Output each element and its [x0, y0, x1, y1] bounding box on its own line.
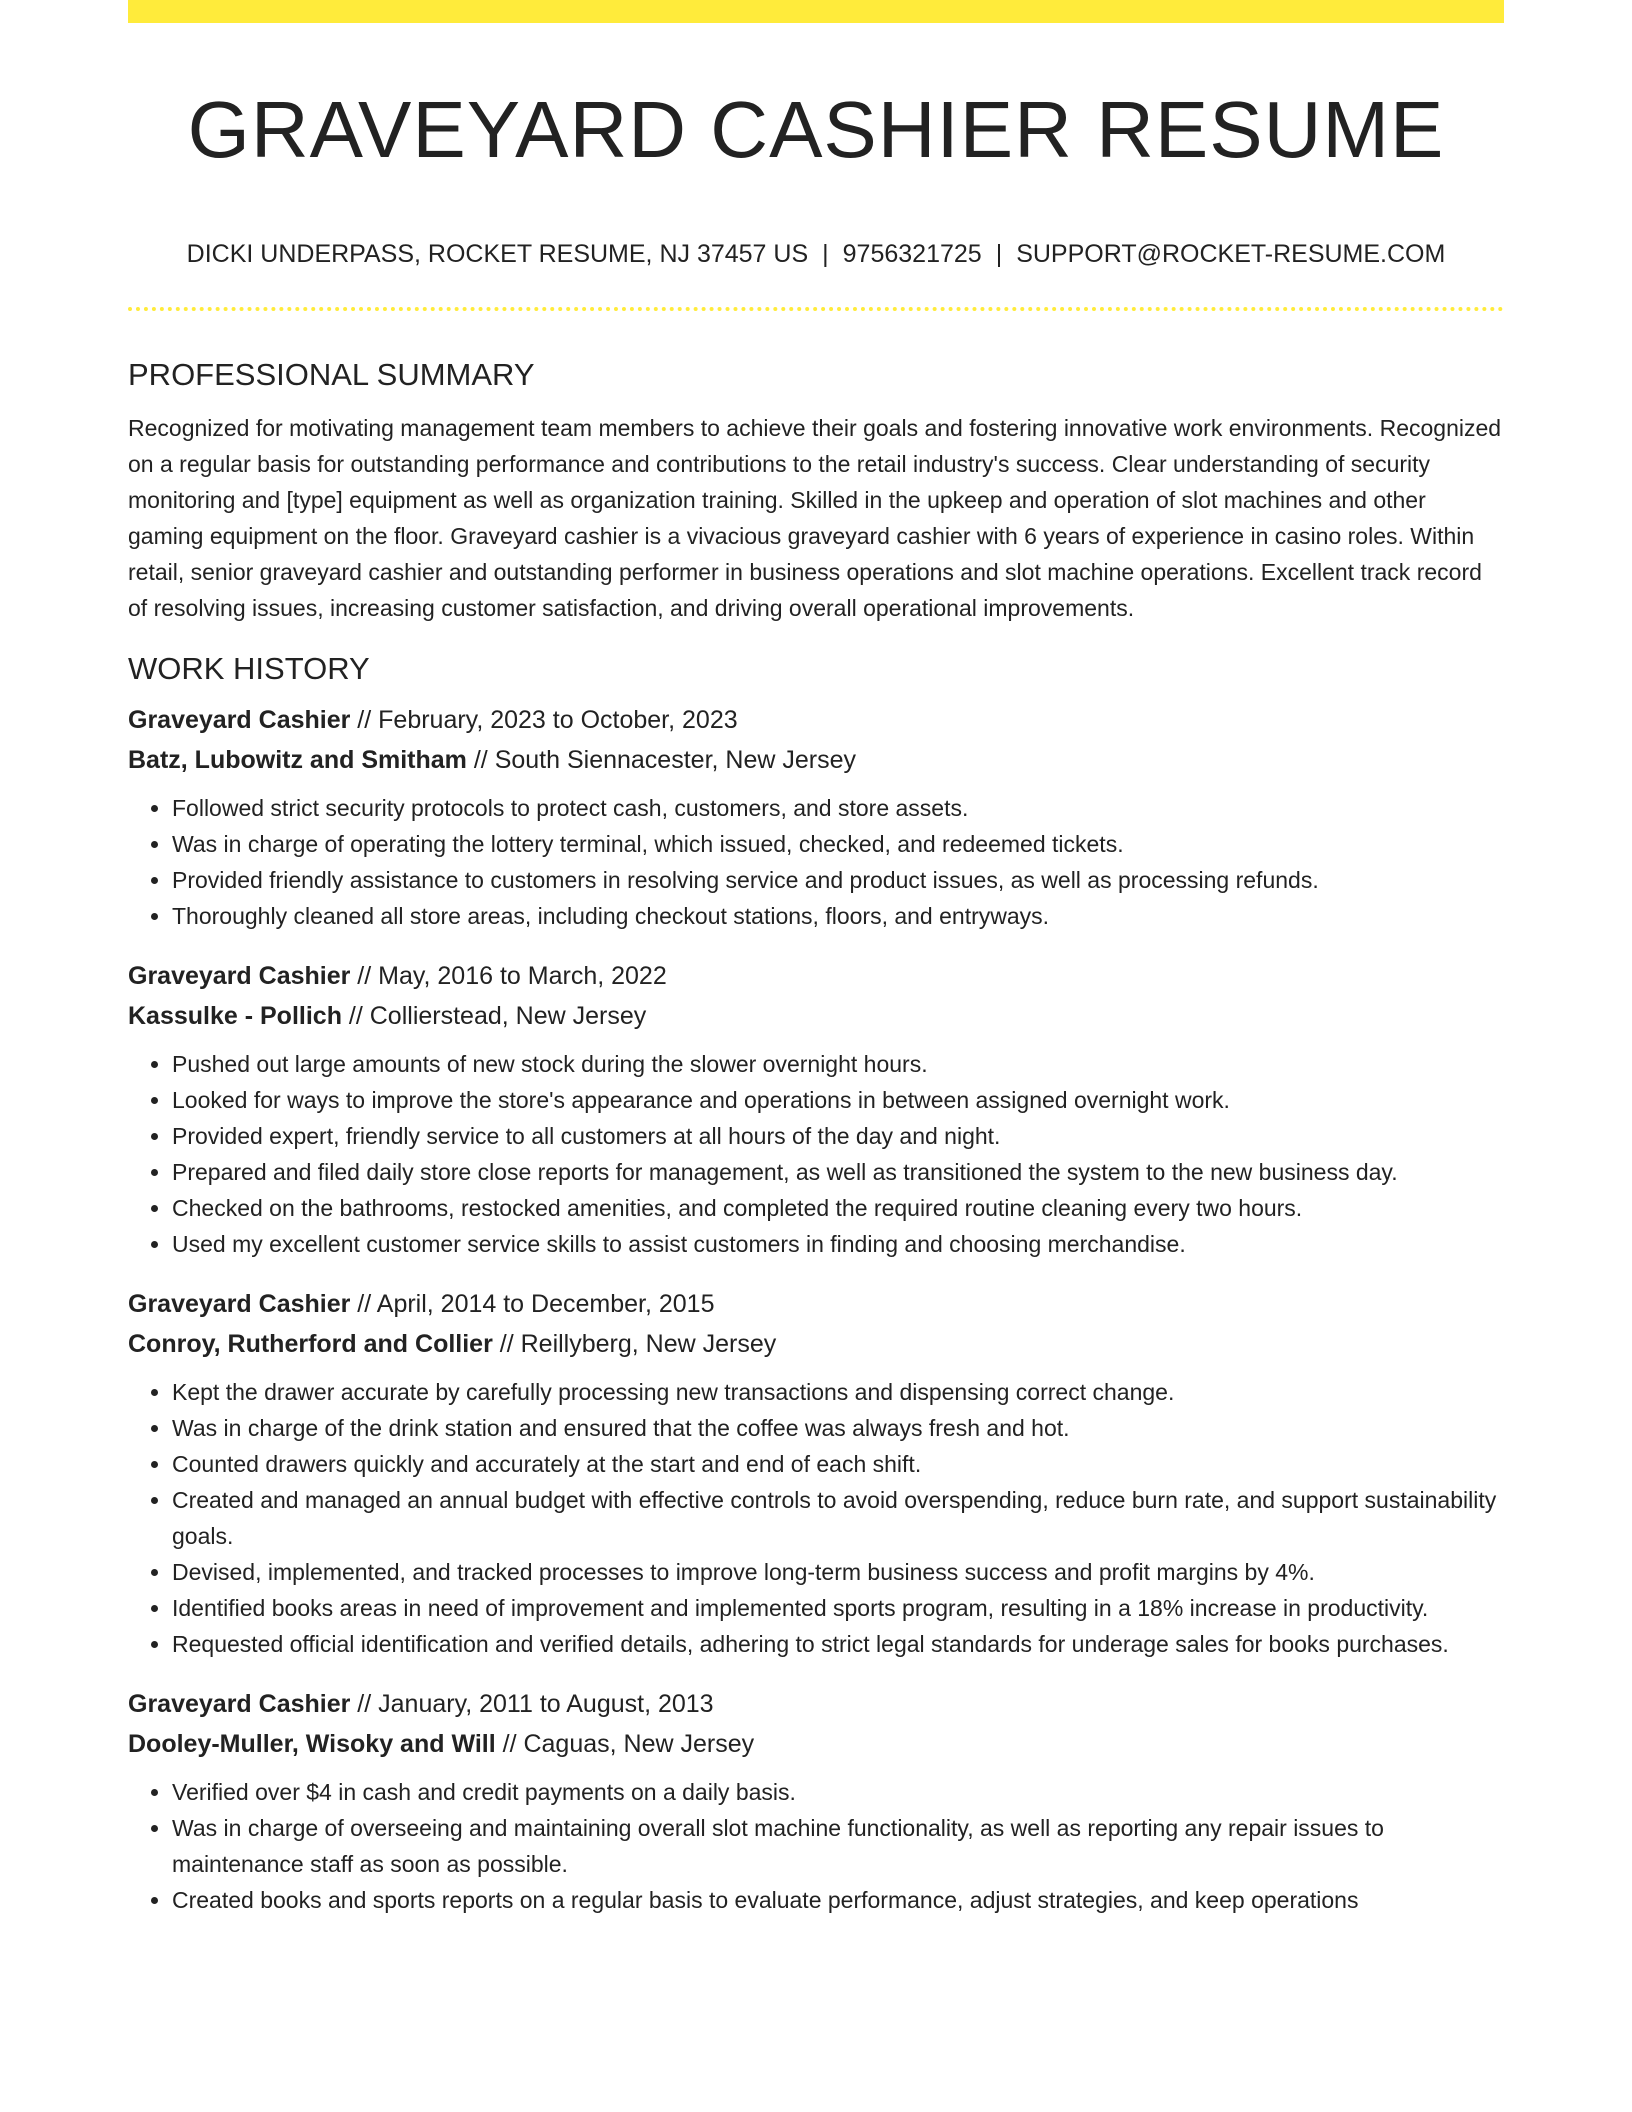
job-company-line	[128, 996, 1504, 1036]
job-location: // Collierstead, New Jersey	[341, 1002, 647, 1030]
job-duty-item: • Prepared and filed daily store close reports for management, as well as transitioned the system to the new business day.	[172, 1154, 1504, 1190]
job-duty-item: • Devised, implemented, and tracked processes to improve long-term business success and profit margins by 4%.	[172, 1554, 1504, 1590]
job-entry	[128, 956, 1504, 1262]
contact-separator: |	[995, 240, 1003, 268]
header-divider	[128, 307, 1504, 311]
job-company: Batz, Lubowitz and Smitham	[128, 746, 467, 774]
job-duties-list	[128, 1774, 1504, 1918]
accent-top-bar	[128, 0, 1504, 23]
summary-text: Recognized for motivating management team members to achieve their goals and fostering innovative work environments. Recognized on a regular basis for outstanding performance and contributions to the retail industry's success. Clear understanding of security monitoring and [type] equipment as well as organization training. Skilled in the upkeep and operation of slot machines and other gaming equipment on the floor. Graveyard cashier is a vivacious graveyard cashier with 6 years of experience in casino roles. Within retail, senior graveyard cashier and outstanding performer in business operations and slot machine operations. Excellent track record of resolving issues, increasing customer satisfaction, and driving overall operational improvements.	[128, 415, 1502, 621]
resume-title: GRAVEYARD CASHIER RESUME	[187, 85, 1445, 174]
job-title: Graveyard Cashier	[128, 1290, 351, 1318]
job-duty-item: • Counted drawers quickly and accurately at the start and end of each shift.	[172, 1446, 1504, 1482]
job-dates: // April, 2014 to December, 2015	[350, 1290, 715, 1318]
job-duty-item: • Created books and sports reports on a regular basis to evaluate performance, adjust strategies, and keep operations	[172, 1882, 1504, 1918]
job-entry	[128, 1284, 1504, 1662]
job-title: Graveyard Cashier	[128, 706, 351, 734]
job-dates: // May, 2016 to March, 2022	[350, 962, 667, 990]
contact-phone: 9756321725	[842, 240, 982, 268]
job-duty-item: • Kept the drawer accurate by carefully processing new transactions and dispensing correct change.	[172, 1374, 1504, 1410]
job-title: Graveyard Cashier	[128, 1690, 351, 1718]
job-duty-item: • Created and managed an annual budget with effective controls to avoid overspending, reduce burn rate, and support sustainability goals.	[172, 1482, 1504, 1554]
job-duty-item: • Was in charge of overseeing and maintaining overall slot machine functionality, as well as reporting any repair issues to maintenance staff as soon as possible.	[172, 1810, 1504, 1882]
job-company-line	[128, 1324, 1504, 1364]
job-title-line	[128, 956, 1504, 996]
job-entry	[128, 1684, 1504, 1918]
job-location: // Caguas, New Jersey	[495, 1730, 755, 1758]
job-duty-item: • Requested official identification and verified details, adhering to strict legal standards for underage sales for books purchases.	[172, 1626, 1504, 1662]
job-title: Graveyard Cashier	[128, 962, 351, 990]
job-duty-item: • Identified books areas in need of improvement and implemented sports program, resulting in a 18% increase in productivity.	[172, 1590, 1504, 1626]
job-duty-item: • Provided expert, friendly service to all customers at all hours of the day and night.	[172, 1118, 1504, 1154]
job-duty-item: • Was in charge of the drink station and ensured that the coffee was always fresh and hot.	[172, 1410, 1504, 1446]
job-title-line	[128, 700, 1504, 740]
work-history-heading: WORK HISTORY	[128, 651, 370, 686]
job-company-line	[128, 740, 1504, 780]
job-dates: // February, 2023 to October, 2023	[350, 706, 738, 734]
job-duty-item: • Provided friendly assistance to customers in resolving service and product issues, as well as processing refunds.	[172, 862, 1504, 898]
job-location: // South Siennacester, New Jersey	[466, 746, 856, 774]
job-entry	[128, 700, 1504, 934]
job-company: Dooley-Muller, Wisoky and Will	[128, 1730, 496, 1758]
contact-line	[128, 236, 1504, 272]
resume-body	[128, 352, 1504, 1918]
work-history-list	[128, 700, 1504, 1918]
contact-address: DICKI UNDERPASS, ROCKET RESUME, NJ 37457 US	[186, 240, 809, 268]
job-duty-item: • Pushed out large amounts of new stock during the slower overnight hours.	[172, 1046, 1504, 1082]
contact-separator: |	[822, 240, 829, 268]
job-duty-item: • Verified over $4 in cash and credit payments on a daily basis.	[172, 1774, 1504, 1810]
job-duty-item: • Used my excellent customer service skills to assist customers in finding and choosing merchandise.	[172, 1226, 1504, 1262]
job-duties-list	[128, 790, 1504, 934]
job-company: Conroy, Rutherford and Collier	[128, 1330, 493, 1358]
job-location: // Reillyberg, New Jersey	[492, 1330, 777, 1358]
job-duties-list	[128, 1046, 1504, 1262]
contact-email: SUPPORT@ROCKET-RESUME.COM	[1016, 240, 1446, 268]
job-dates: // January, 2011 to August, 2013	[350, 1690, 714, 1718]
job-duty-item: • Was in charge of operating the lottery terminal, which issued, checked, and redeemed tickets.	[172, 826, 1504, 862]
job-company: Kassulke - Pollich	[128, 1002, 342, 1030]
job-duty-item: • Followed strict security protocols to protect cash, customers, and store assets.	[172, 790, 1504, 826]
summary-heading: PROFESSIONAL SUMMARY	[128, 357, 535, 392]
job-duty-item: • Thoroughly cleaned all store areas, including checkout stations, floors, and entryways.	[172, 898, 1504, 934]
job-company-line	[128, 1724, 1504, 1764]
job-title-line	[128, 1684, 1504, 1724]
job-duty-item: • Looked for ways to improve the store's appearance and operations in between assigned overnight work.	[172, 1082, 1504, 1118]
job-duty-item: • Checked on the bathrooms, restocked amenities, and completed the required routine cleaning every two hours.	[172, 1190, 1504, 1226]
job-title-line	[128, 1284, 1504, 1324]
job-duties-list	[128, 1374, 1504, 1662]
